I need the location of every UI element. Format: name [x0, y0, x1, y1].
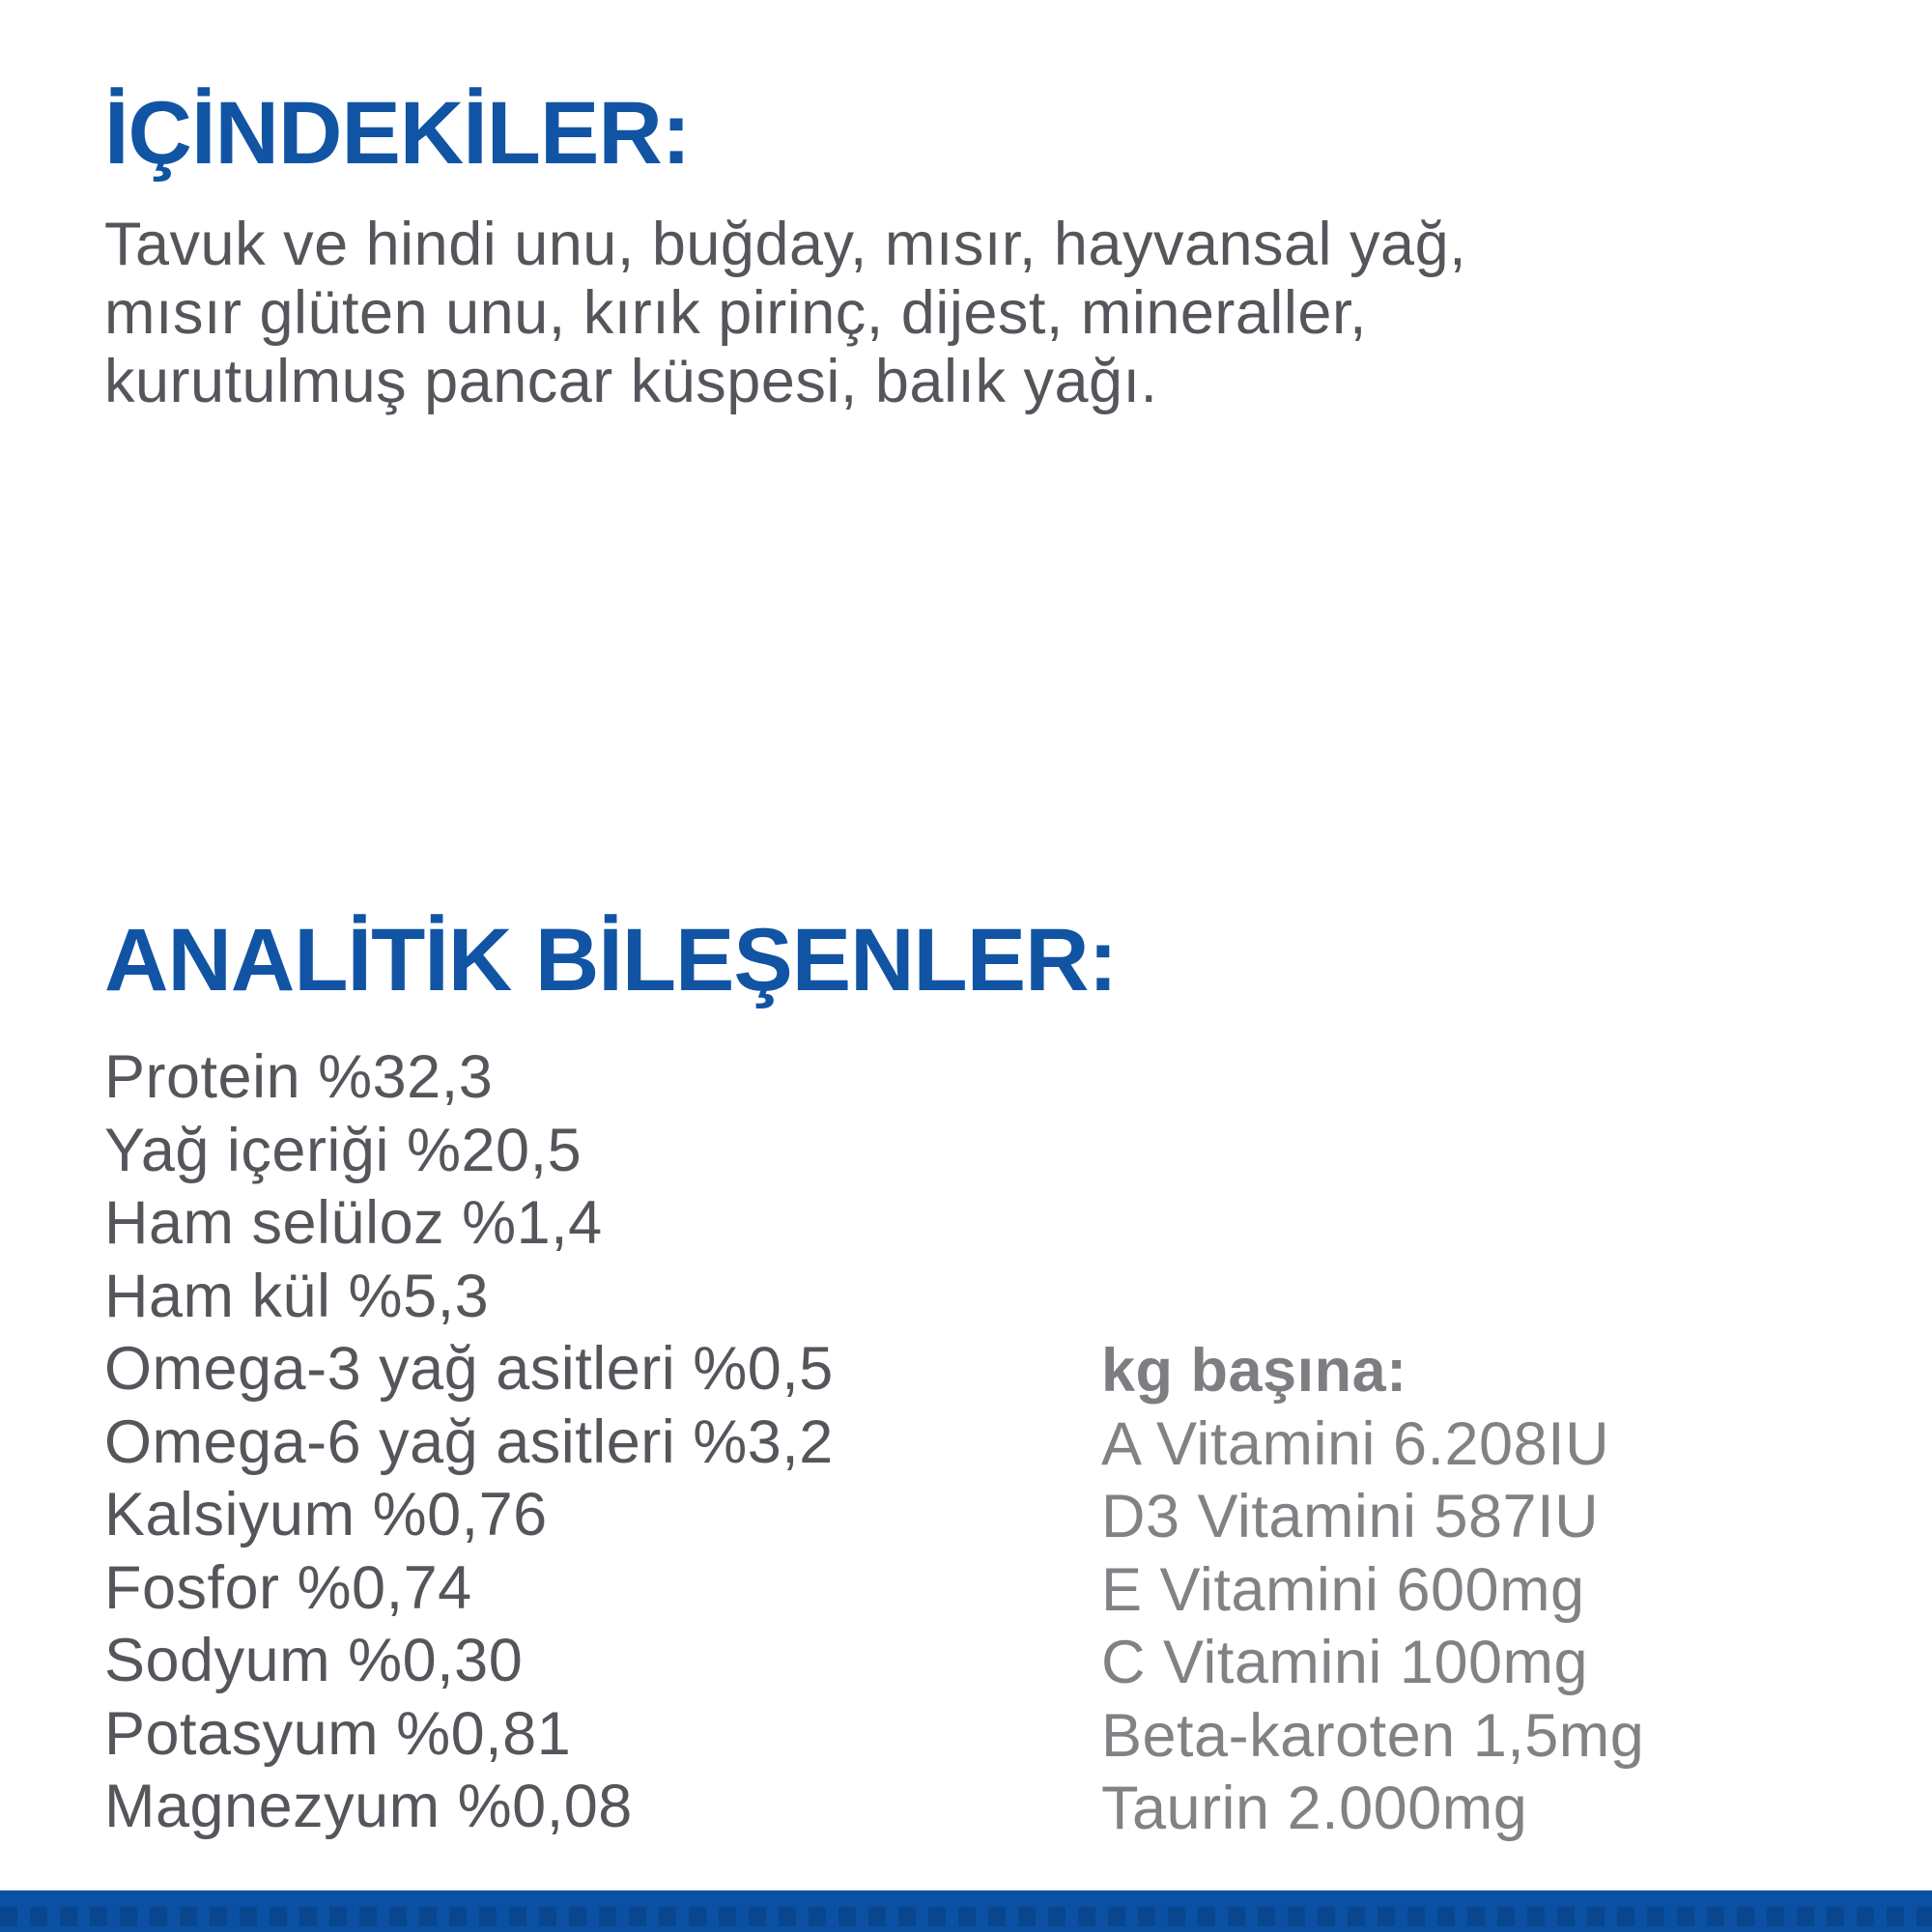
analytics-heading: ANALİTİK BİLEŞENLER: — [104, 911, 1118, 1009]
analytics-item-omega6: Omega-6 yağ asitleri %3,2 — [104, 1407, 834, 1476]
analytics-item-fibre: Ham selüloz %1,4 — [104, 1189, 603, 1257]
per-kg-item-vitamin-a: A Vitamini 6.208IU — [1101, 1409, 1610, 1478]
analytics-item-omega3: Omega-3 yağ asitleri %0,5 — [104, 1335, 834, 1403]
per-kg-heading: kg başına: — [1101, 1337, 1407, 1405]
per-kg-item-vitamin-e: E Vitamini 600mg — [1101, 1555, 1585, 1624]
ingredients-paragraph — [104, 211, 1466, 416]
ingredients-line-3: kurutulmuş pancar küspesi, balık yağı. — [104, 348, 1158, 415]
analytics-item-calcium: Kalsiyum %0,76 — [104, 1481, 548, 1548]
ingredients-heading: İÇİNDEKİLER: — [104, 84, 691, 183]
analytics-item-ash: Ham kül %5,3 — [104, 1262, 490, 1330]
analytics-item-magnesium: Magnezyum %0,08 — [104, 1773, 633, 1840]
analytics-item-fat: Yağ içeriği %20,5 — [104, 1116, 582, 1184]
analytics-item-potassium: Potasyum %0,81 — [104, 1699, 572, 1768]
per-kg-item-vitamin-d3: D3 Vitamini 587IU — [1101, 1483, 1600, 1550]
per-kg-item-vitamin-c: C Vitamini 100mg — [1101, 1629, 1589, 1696]
analytics-item-phosphorus: Fosfor %0,74 — [104, 1553, 472, 1622]
analytics-list — [104, 1041, 834, 1844]
per-kg-list — [1101, 1408, 1644, 1846]
ingredients-line-1: Tavuk ve hindi unu, buğday, mısır, hayvansal yağ, — [104, 211, 1467, 278]
per-kg-item-beta-carotene: Beta-karoten 1,5mg — [1101, 1701, 1645, 1770]
analytics-item-protein: Protein %32,3 — [104, 1043, 494, 1111]
ingredients-line-2: mısır glüten unu, kırık pirinç, dijest, mineraller, — [104, 279, 1367, 347]
per-kg-column — [1101, 1335, 1644, 1846]
bottom-blue-bar — [0, 1890, 1932, 1932]
analytics-item-sodium: Sodyum %0,30 — [104, 1627, 524, 1694]
per-kg-item-taurine: Taurin 2.000mg — [1101, 1775, 1528, 1842]
